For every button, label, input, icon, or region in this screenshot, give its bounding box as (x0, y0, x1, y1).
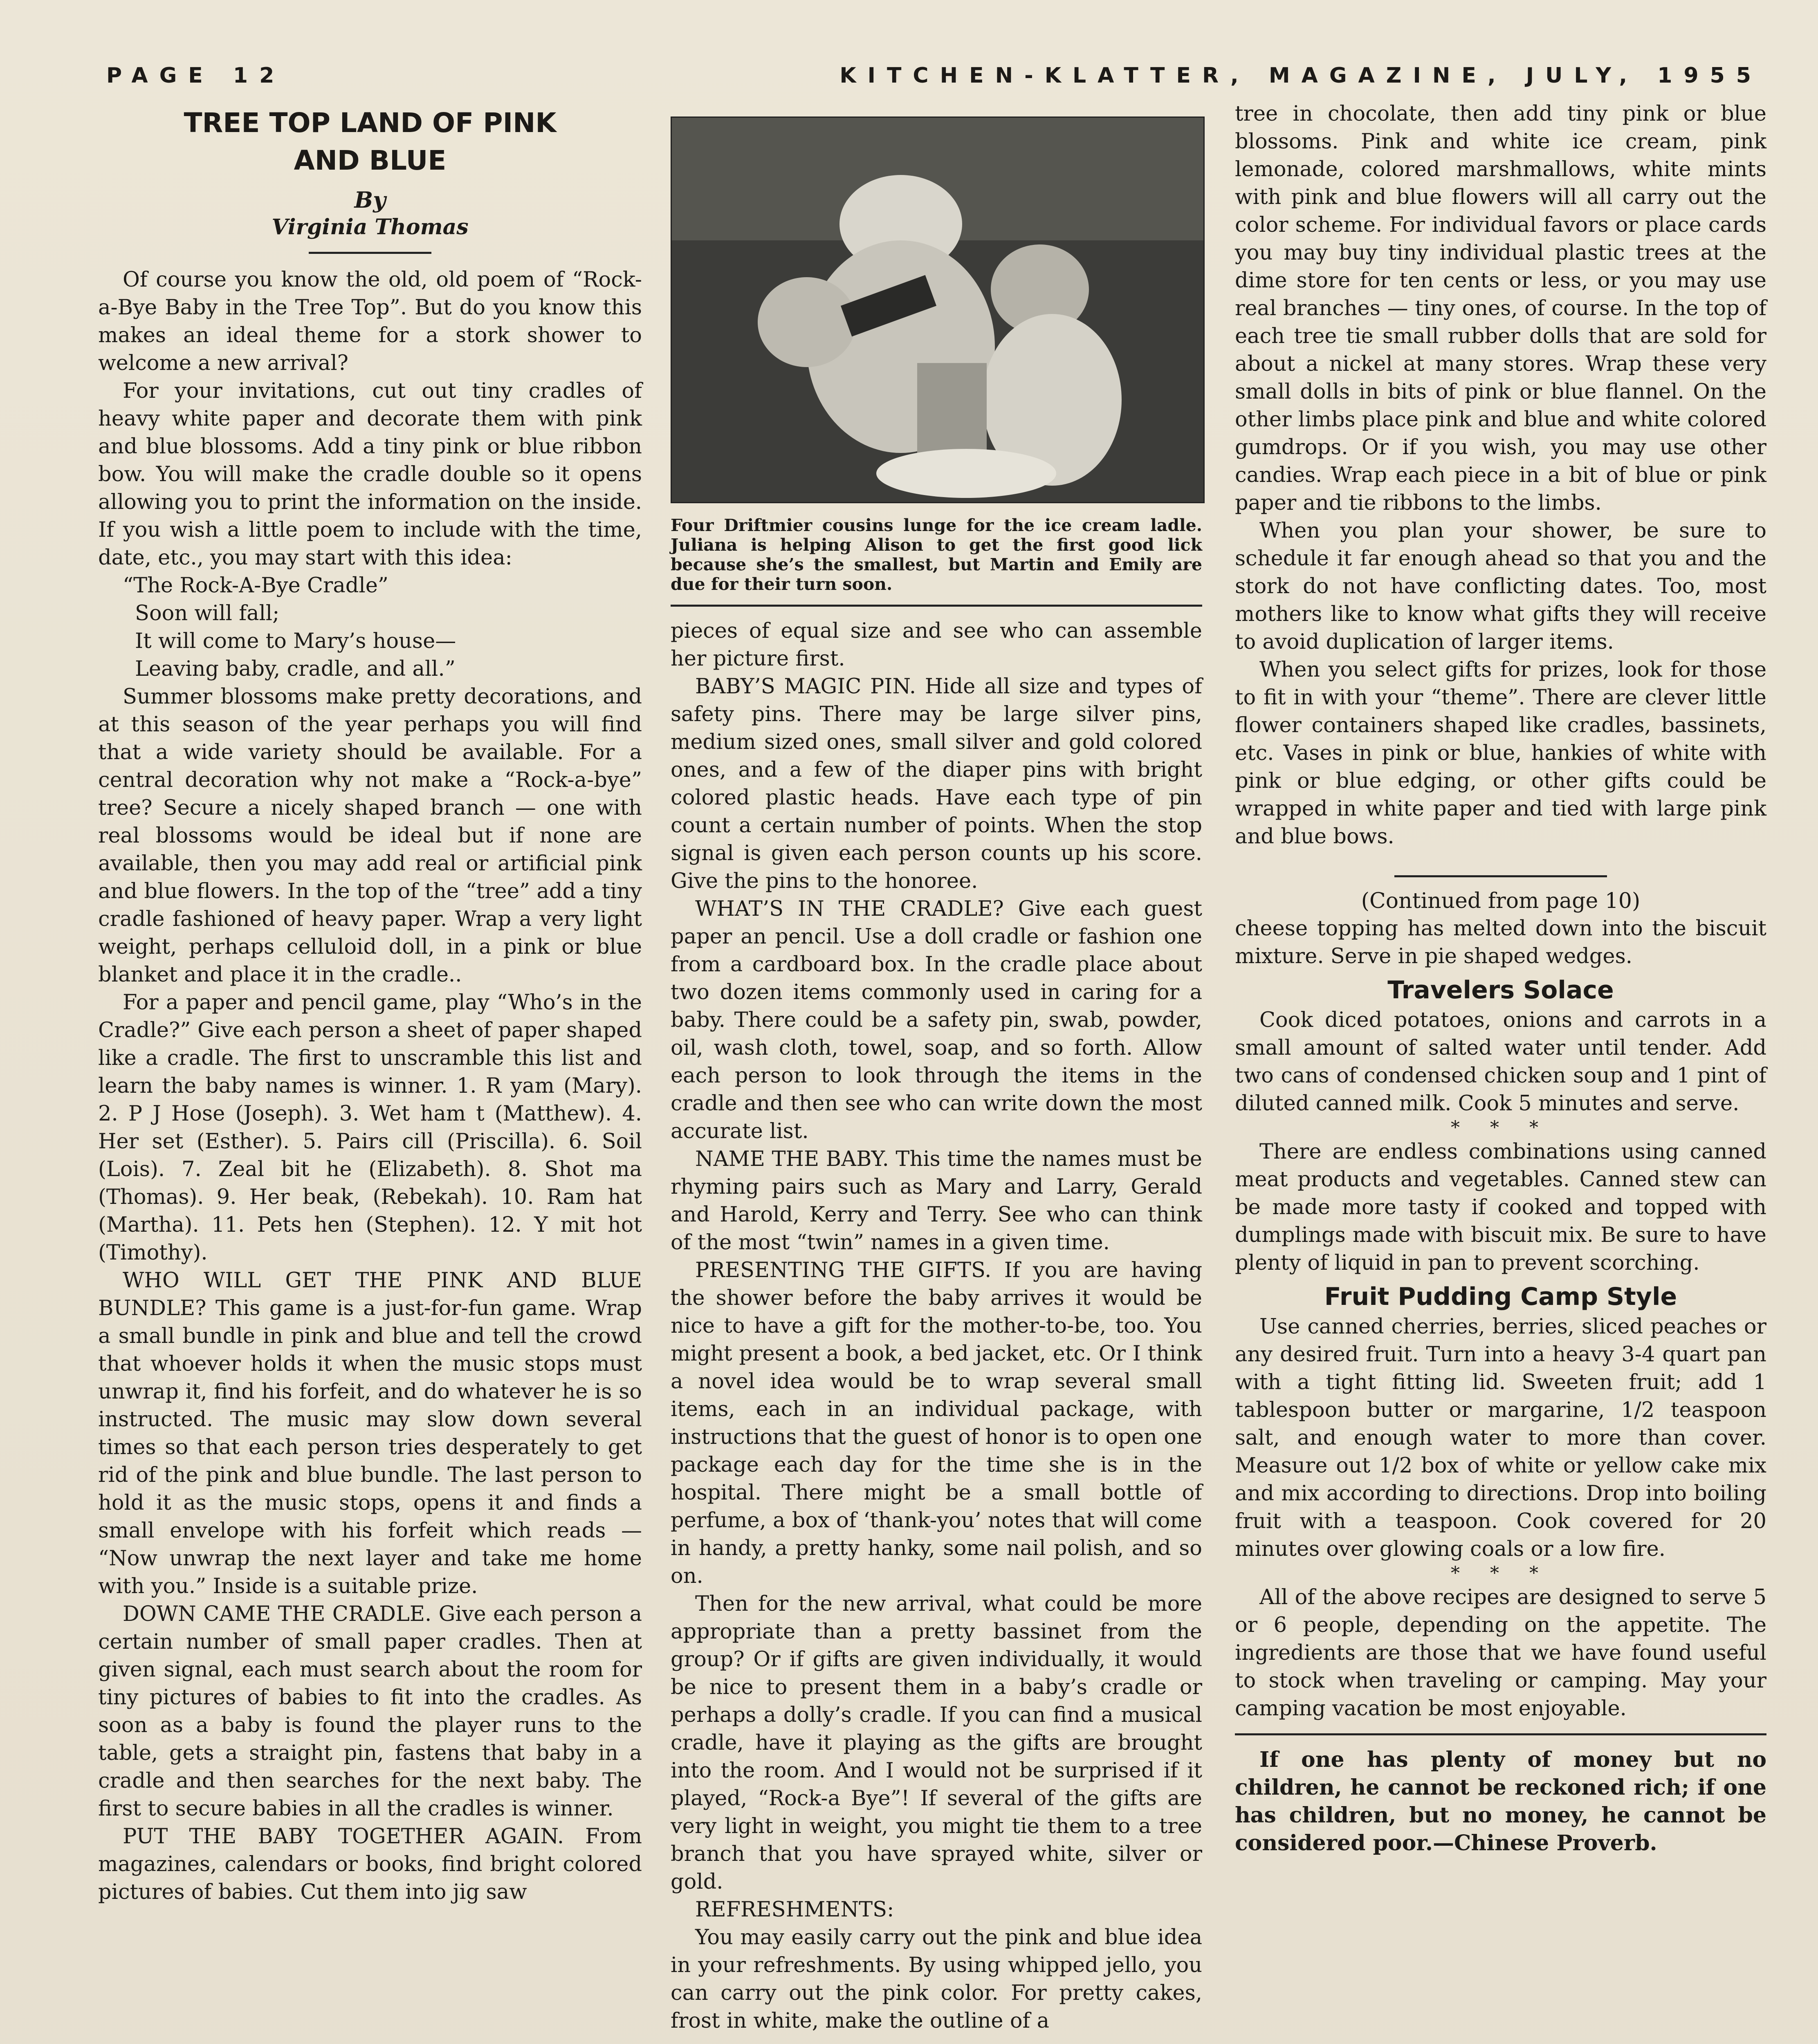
poem-line: It will come to Mary’s house— (135, 629, 456, 653)
paragraph: There are endless combinations using canned meat products and vegetables. Canned stew can be made more tasty if cooked and topped with dumplings made with biscuit mix. Be sure to have plenty of liquid in pan to prevent scorching. (1235, 1140, 1766, 1275)
paragraph: Use canned cherries, berries, sliced peaches or any desired fruit. Turn into a heavy 3-4 quart pan with a tight fitting lid. Sweeten fruit; add 1 tablespoon butter or margarine, 1/2 teaspoon salt, and enough water to more than cover. Measure out 1/2 box of white or yellow cake mix and mix according to directions. Drop into boiling fruit with a teaspoon. Cook covered for 20 minutes over glowing coals or a low fire. (1235, 1315, 1766, 1561)
poem-line: Soon will fall; (135, 601, 280, 625)
recipe-title-travelers-solace: Travelers Solace (1387, 976, 1614, 1004)
page-header (106, 57, 1762, 94)
paragraph: When you plan your shower, be sure to schedule it far enough ahead so that you and the stork do not have conflicting dates. Too, most mothers like to know what gifts they will receive to avoid duplication of larger items. (1235, 519, 1766, 654)
paragraph: Summer blossoms make pretty decorations, and at this season of the year perhaps you will find that a wide variety should be available. For a central decoration why not make a “Rock-a-bye” tree? Secure a nicely shaped branch — one with real blossoms would be ideal but if none are available, then you may add real or artificial pink and blue flowers. In the top of the “tree” add a tiny cradle fashioned of heavy paper. Wrap a very light weight, perhaps celluloid doll, in a pink or blue blanket and place it in the cradle.. (98, 685, 642, 987)
paragraph: For your invitations, cut out tiny cradles of heavy white paper and decorate them with pink and blue blossoms. Add a tiny pink or blue ribbon bow. You will make the cradle double so it opens allowing you to print the information on the inside. If you wish a little poem to include with the time, date, etc., you may start with this idea: (98, 379, 642, 570)
proverb-divider (1235, 1733, 1766, 1735)
continued-note: (Continued from page 10) (1361, 889, 1641, 913)
paragraph: You may easily carry out the pink and blue idea in your refreshments. By using whipped jello, you can carry out the pink color. For pretty cakes, frost in white, make the outline of a (671, 1925, 1202, 2033)
article-title (98, 104, 642, 179)
article-title-line-1: TREE TOP LAND OF PINK (184, 107, 557, 139)
paragraph: REFRESHMENTS: (695, 1898, 894, 1922)
column-3 (1235, 100, 1766, 1857)
article-end-divider (1394, 875, 1607, 877)
chinese-proverb: If one has plenty of money but no children, he cannot be reckoned rich; if one has children, but no money, he cannot be considered poor.—Chinese Proverb. (1235, 1747, 1766, 1856)
recipe-title-fruit-pudding: Fruit Pudding Camp Style (1324, 1282, 1677, 1311)
photo-cousins (671, 117, 1205, 503)
paragraph: BABY’S MAGIC PIN. Hide all size and types of safety pins. There may be large silver pins, medium sized ones, small silver and gold colored ones, and a few of the diaper pins with bright colored plastic heads. Have each type of pin count a certain number of points. When the stop signal is given each person counts up his score. Give the pins to the honoree. (671, 675, 1202, 893)
paragraph: Cook diced potatoes, onions and carrots in a small amount of salted water until tender. Add two cans of condensed chicken soup and 1 pint of diluted canned milk. Cook 5 minutes and serve. (1235, 1008, 1766, 1116)
paragraph: PRESENTING THE GIFTS. If you are having the shower before the baby arrives it would be nice to have a gift for the mother-to-be, too. You might present a book, a bed jacket, etc. Or I think a novel idea would be to wrap several small items, each in an individual package, with instructions that the guest of honor is to open one package each day for the time she is in the hospital. There might be a small bottle of perfume, a box of ‘thank-you’ notes that will come in handy, a pretty hanky, some nail polish, and so on. (671, 1258, 1202, 1588)
poem-line: “The Rock-A-Bye Cradle” (123, 574, 389, 598)
paragraph: tree in chocolate, then add tiny pink or blue blossoms. Pink and white ice cream, pink lemonade, colored marshmallows, white mints with pink and blue flowers will all carry out the color scheme. For individual favors or place cards you may buy tiny individual plastic trees at the dime store for ten cents or less, or you may use real branches — tiny ones, of course. In the top of each tree tie small rubber dolls that are sold for about a nickel at many stores. Wrap these very small dolls in bits of pink or blue flannel. On the other limbs place pink and blue and white colored gumdrops. Or if you wish, you may use other candies. Wrap each piece in a bit of blue or pink paper and tie ribbons to the limbs. (1235, 102, 1766, 515)
article-title-line-2: AND BLUE (294, 145, 447, 176)
paragraph: Of course you know the old, old poem of “Rock-a-Bye Baby in the Tree Top”. But do you know this makes an ideal theme for a stork shower to welcome a new arrival? (98, 268, 642, 375)
column-1 (98, 100, 642, 1906)
paragraph: WHAT’S IN THE CRADLE? Give each guest paper an pencil. Use a doll cradle or fashion one from a cardboard box. In the cradle place about two dozen items commonly used in caring for a baby. There could be a safety pin, swab, powder, oil, wash cloth, towel, soap, and so forth. Allow each person to look through the items in the cradle and then see who can write down the most accurate list. (671, 897, 1202, 1143)
paragraph: NAME THE BABY. This time the names must be rhyming pairs such as Mary and Larry, Gerald and Harold, Kerry and Terry. See who can think of the most “twin” names in a given time. (671, 1147, 1202, 1255)
section-stars: * * * (1451, 1117, 1551, 1138)
paragraph: DOWN CAME THE CRADLE. Give each person a certain number of small paper cradles. Then at given signal, each must search about the room for tiny pictures of babies to fit into the cradles. As soon as a baby is found the player runs to the table, gets a straight pin, fastens that baby in a cradle and then searches for the next baby. The first to secure babies in all the cradles is winner. (98, 1602, 642, 1821)
magazine-title: KITCHEN-KLATTER, MAGAZINE, JULY, 1955 (839, 63, 1762, 88)
byline-by: By (354, 187, 386, 213)
paragraph: WHO WILL GET THE PINK AND BLUE BUNDLE? This game is a just-for-fun game. Wrap a small bundle in pink and blue and tell the crowd that whoever holds it when the music stops must unwrap it, find his forfeit, and do whatever he is so instructed. The music may slow down several times so that each person tries desperately to get rid of the pink and blue bundle. The last person to hold it as the music stops, opens it and finds a small envelope with his forfeit which reads — “Now unwrap the next layer and take me home with you.” Inside is a suitable prize. (98, 1269, 642, 1598)
paragraph: All of the above recipes are designed to serve 5 or 6 people, depending on the appetite. The ingredients are those that we have found useful to stock when traveling or camping. May your camping vacation be most enjoyable. (1235, 1585, 1766, 1721)
poem-line: Leaving baby, cradle, and all.” (135, 657, 456, 681)
paragraph: For a paper and pencil game, play “Who’s in the Cradle?” Give each person a sheet of paper shaped like a cradle. The first to unscramble this list and learn the baby names is winner. 1. R yam (Mary). 2. P J Hose (Joseph). 3. Wet ham t (Matthew). 4. Her set (Esther). 5. Pairs cill (Priscilla). 6. Soil (Lois). 7. Zeal bit he (Elizabeth). 8. Shot ma (Thomas). 9. Her beak, (Rebekah). 10. Ram hat (Martha). 11. Pets hen (Stephen). 12. Y mit hot (Timothy). (98, 991, 642, 1265)
byline-author: Virginia Thomas (272, 215, 469, 240)
photo-illustration (672, 118, 1203, 502)
photo-caption: Four Driftmier cousins lunge for the ice cream ladle. Juliana is helping Alison to get the first good lick because she’s the smallest, but Martin and Emily are due for their turn soon. (671, 515, 1202, 594)
paragraph: pieces of equal size and see who can assemble her picture first. (671, 619, 1202, 671)
poem (98, 572, 642, 683)
title-divider (309, 252, 431, 254)
paragraph: Then for the new arrival, what could be more appropriate than a pretty bassinet from the group? Or if gifts are given individually, it would be nice to present them in a baby’s cradle or perhaps a dolly’s cradle. If you can find a musical cradle, have it playing as the gifts are brought into the room. And I would not be surprised if it played, “Rock-a Bye”! If several of the gifts are very light in weight, you might tie them to a tree branch that you have sprayed white, silver or gold. (671, 1592, 1202, 1894)
section-stars: * * * (1451, 1563, 1551, 1584)
paragraph: When you select gifts for prizes, look for those to fit in with your “theme”. There are clever little flower containers shaped like cradles, bassinets, etc. Vases in pink or blue, hankies of white with pink or blue edging, or other gifts could be wrapped in white paper and tied with large pink and blue bows. (1235, 658, 1766, 849)
paragraph: cheese topping has melted down into the biscuit mixture. Serve in pie shaped wedges. (1235, 917, 1766, 968)
column-2 (671, 100, 1202, 2035)
caption-divider (671, 605, 1202, 607)
page-number: PAGE 12 (106, 63, 286, 88)
paragraph: PUT THE BABY TOGETHER AGAIN. From magazines, calendars or books, find bright colored pictures of babies. Cut them into jig saw (98, 1824, 642, 1904)
